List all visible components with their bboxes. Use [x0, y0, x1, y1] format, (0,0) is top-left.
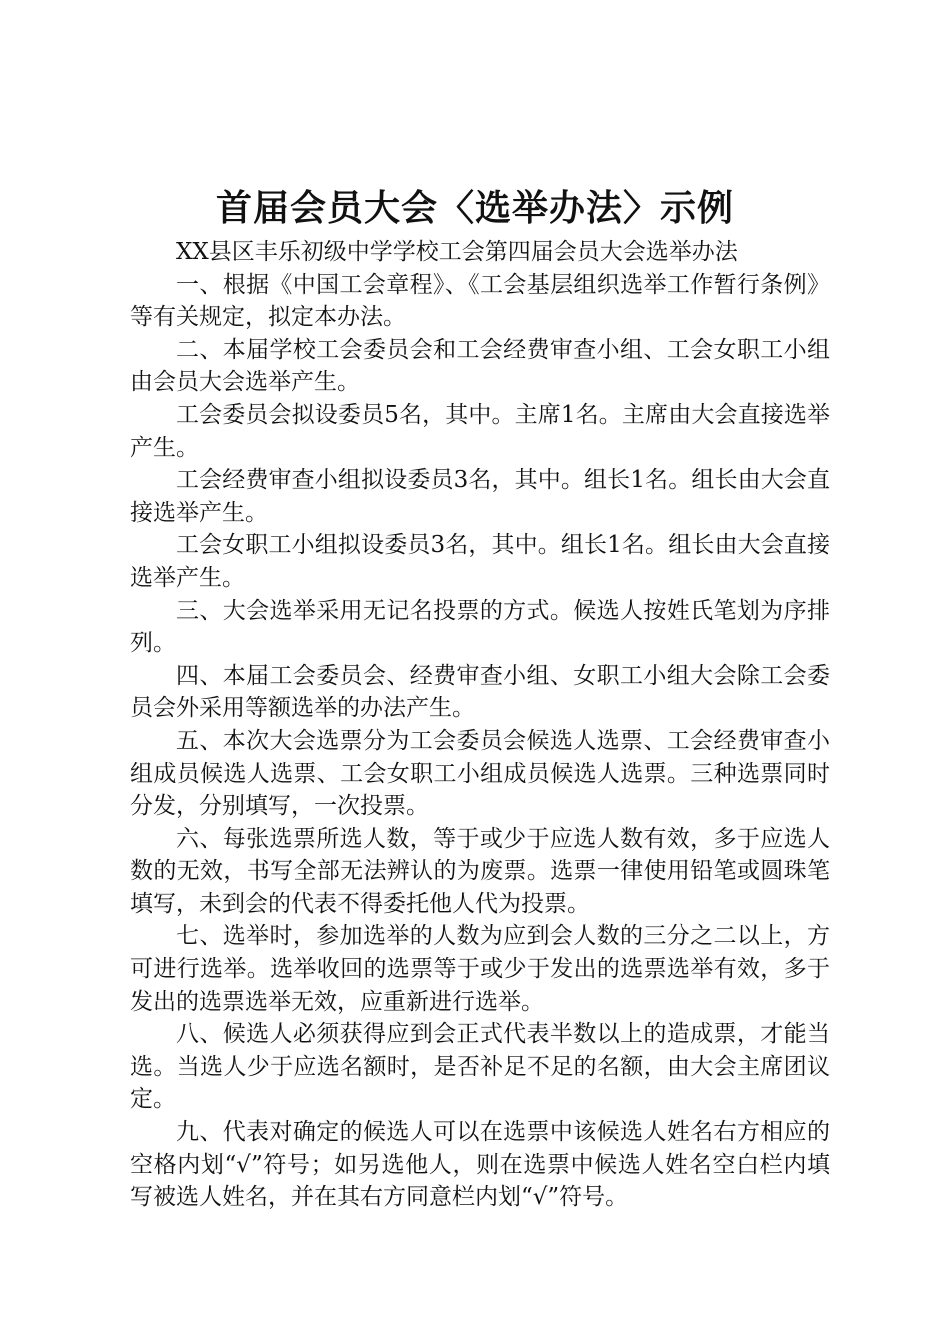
- clause-9-paragraph: 九、代表对确定的候选人可以在选票中该候选人姓名右方相应的空格内划“√”符号；如另选他人，则在选票中候选人姓名空白栏内填写被选人姓名，并在其右方同意栏内划“√”符号。: [130, 1119, 830, 1211]
- clause-7-paragraph: 七、选举时，参加选举的人数为应到会人数的三分之二以上，方可进行选举。选举收回的选票等于或少于发出的选票选举有效，多于发出的选票选举无效，应重新进行选举。: [130, 923, 830, 1015]
- document-body: [130, 236, 830, 1214]
- clause-5-paragraph: 五、本次大会选票分为工会委员会候选人选票、工会经费审查小组成员候选人选票、工会女职工小组成员候选人选票。三种选票同时分发，分别填写，一次投票。: [130, 727, 830, 820]
- document-title: 首届会员大会〈选举办法〉示例: [215, 188, 734, 229]
- committee-members-paragraph: 工会委员会拟设委员5名，其中。主席1名。主席由大会直接选举产生。: [130, 401, 830, 461]
- clause-3-paragraph: 三、大会选举采用无记名投票的方式。候选人按姓氏笔划为序排列。: [130, 597, 830, 657]
- audit-group-paragraph: 工会经费审查小组拟设委员3名，其中。组长1名。组长由大会直接选举产生。: [130, 467, 830, 526]
- clause-6-paragraph: 六、每张选票所选人数，等于或少于应选人数有效，多于应选人数的无效，书写全部无法辨认的为废票。选票一律使用铅笔或圆珠笔填写，未到会的代表不得委托他人代为投票。: [130, 825, 830, 917]
- women-group-paragraph: 工会女职工小组拟设委员3名，其中。组长1名。组长由大会直接选举产生。: [130, 532, 830, 591]
- clause-8-paragraph: 八、候选人必须获得应到会正式代表半数以上的造成票，才能当选。当选人少于应选名额时，是否补足不足的名额，由大会主席团议定。: [130, 1021, 830, 1113]
- clause-2-paragraph: 二、本届学校工会委员会和工会经费审查小组、工会女职工小组由会员大会选举产生。: [130, 336, 830, 396]
- subtitle-paragraph: XX县区丰乐初级中学学校工会第四届会员大会选举办法: [176, 239, 738, 265]
- clause-1-paragraph: 一、根据《中国工会章程》、《工会基层组织选举工作暂行条例》等有关规定，拟定本办法。: [130, 271, 830, 331]
- clause-4-paragraph: 四、本届工会委员会、经费审查小组、女职工小组大会除工会委员会外采用等额选举的办法产生。: [130, 662, 830, 722]
